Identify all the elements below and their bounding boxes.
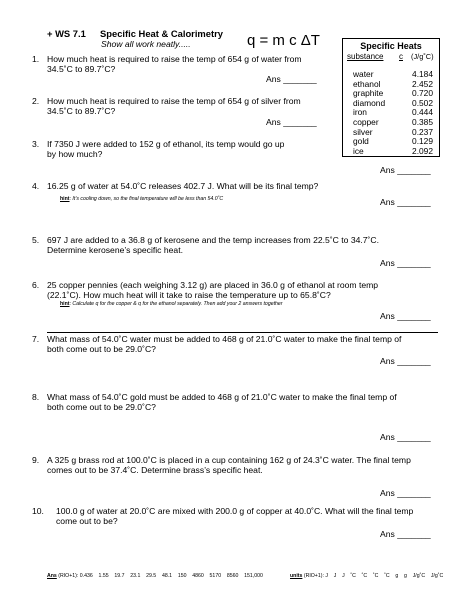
question-number: 8. (32, 392, 40, 402)
specific-heat-value: 0.720 (412, 88, 433, 99)
answer-key-label: Ans (47, 573, 57, 579)
hint-text: It’s cooling down, so the final temperature will be less than 54.0˚C (72, 196, 224, 202)
question-line: Determine kerosene’s specific heat. (47, 245, 183, 255)
page-subtitle: Show all work neatly..... (101, 39, 191, 49)
hint-text: Calculate q for the copper & q for the ethanol separately. Then add your 2 answers together (72, 301, 283, 307)
question-text (47, 455, 411, 475)
question-text (47, 96, 301, 116)
answer-blank[interactable]: Ans _______ (266, 117, 317, 127)
specific-heat-value: 0.444 (412, 107, 433, 118)
substance-name: copper (353, 117, 379, 127)
substance-name: ethanol (353, 78, 381, 89)
answer-blank[interactable]: Ans _______ (380, 488, 431, 498)
question-text (47, 334, 401, 354)
substance-name: silver (353, 126, 373, 137)
answer-key (47, 573, 263, 579)
section-divider (47, 332, 438, 333)
specific-heat-value: 0.129 (412, 136, 433, 147)
table-title: Specific Heats (360, 41, 422, 51)
worksheet-number: + WS 7.1 (47, 28, 86, 39)
question-number: 9. (32, 455, 40, 465)
question-number: 5. (32, 235, 40, 245)
units-key-note: (RIO+1): (303, 573, 324, 579)
question-line: come out to be? (56, 516, 118, 526)
question-line: 34.5˚C to 89.7˚C? (47, 64, 116, 74)
answer-blank[interactable]: Ans _______ (380, 197, 431, 207)
question-text (47, 54, 302, 74)
question-line: both come out to be 29.0˚C? (47, 344, 156, 354)
question-line: How much heat is required to raise the temp of 654 g of silver from (47, 96, 301, 106)
question-line: both come out to be 29.0˚C? (47, 402, 156, 412)
answer-blank[interactable]: Ans _______ (266, 74, 317, 84)
question-text (47, 139, 284, 159)
substance-name: graphite (353, 88, 384, 99)
question-hint (60, 301, 283, 307)
hint-label: hint (60, 301, 70, 307)
heat-formula: q = m c ΔT (247, 32, 320, 49)
question-text (47, 181, 318, 191)
question-line: 100.0 g of water at 20.0˚C are mixed with 200.0 g of copper at 40.0˚C. What will the final temp (56, 506, 414, 516)
question-number: 1. (32, 54, 40, 64)
substance-name: diamond (353, 97, 386, 108)
specific-heats-table (342, 38, 440, 157)
answer-blank[interactable]: Ans _______ (380, 311, 431, 321)
question-number: 3. (32, 139, 40, 149)
table-col-units: (J/g˚C) (411, 52, 434, 61)
question-text (47, 235, 379, 255)
question-line: (22.1˚C). How much heat will it take to raise the temperature up to 65.8˚C? (47, 290, 331, 300)
specific-heat-value: 2.452 (412, 78, 433, 89)
answer-blank[interactable]: Ans _______ (380, 258, 431, 268)
question-number: 2. (32, 96, 40, 106)
question-line: What mass of 54.0˚C gold must be added to 468 g of 21.0˚C water to make the final temp of (47, 392, 397, 402)
answer-blank[interactable]: Ans _______ (380, 165, 431, 175)
question-number: 7. (32, 334, 40, 344)
units-key-values: J J J ˚C ˚C ˚C ˚C g g J/g˚C J/g˚C (325, 573, 444, 579)
question-line: comes out to be 37.4˚C. Determine brass’s specific heat. (47, 465, 263, 475)
units-key (290, 573, 443, 579)
question-hint (60, 196, 223, 202)
question-line: 16.25 g of water at 54.0˚C releases 402.7 J. What will be its final temp? (47, 181, 319, 191)
answer-blank[interactable]: Ans _______ (380, 432, 431, 442)
specific-heat-value: 4.184 (412, 69, 433, 79)
page-title: Specific Heat & Calorimetry (100, 28, 223, 39)
specific-heat-value: 0.385 (412, 117, 433, 127)
question-line: by how much? (47, 149, 103, 159)
hint-separator: : (69, 196, 73, 202)
specific-heat-value: 0.237 (412, 126, 433, 137)
question-line: What mass of 54.0˚C water must be added to 468 g of 21.0˚C water to make the final temp of (47, 334, 402, 344)
question-line: 25 copper pennies (each weighing 3.12 g) are placed in 36.0 g of ethanol at room temp (47, 280, 379, 290)
answer-key-values: 0.436 1.55 19.7 23.1 29.5 48.1 150 4860 5170 8560 151,000 (79, 573, 263, 579)
specific-heat-value: 2.092 (412, 145, 433, 156)
substance-name: ice (353, 145, 364, 156)
question-text (56, 506, 413, 526)
question-line: 697 J are added to a 36.8 g of kerosene and the temp increases from 22.5˚C to 34.7˚C. (47, 235, 380, 245)
answer-key-note: (RIO+1): (58, 573, 79, 579)
question-number: 4. (32, 181, 40, 191)
hint-label: hint (60, 196, 70, 202)
hint-separator: : (69, 301, 73, 307)
substance-name: gold (353, 136, 369, 147)
answer-blank[interactable]: Ans _______ (380, 356, 431, 366)
question-text (47, 280, 378, 300)
units-key-label: units (290, 573, 303, 579)
table-col-c: c (399, 52, 403, 61)
question-line: A 325 g brass rod at 100.0˚C is placed in a cup containing 162 g of 24.3˚C water. The final temp (47, 455, 411, 465)
question-line: 34.5˚C to 89.7˚C? (47, 106, 116, 116)
question-number: 6. (32, 280, 40, 290)
specific-heat-value: 0.502 (412, 97, 433, 108)
substance-name: iron (353, 107, 367, 118)
answer-blank[interactable]: Ans _______ (380, 529, 431, 539)
question-line: If 7350 J were added to 152 g of ethanol, its temp would go up (47, 139, 285, 149)
question-text (47, 392, 397, 412)
substance-name: water (353, 69, 374, 79)
question-number: 10. (32, 506, 44, 516)
table-col-substance: substance (347, 52, 384, 61)
question-line: How much heat is required to raise the temp of 654 g of water from (47, 54, 302, 64)
